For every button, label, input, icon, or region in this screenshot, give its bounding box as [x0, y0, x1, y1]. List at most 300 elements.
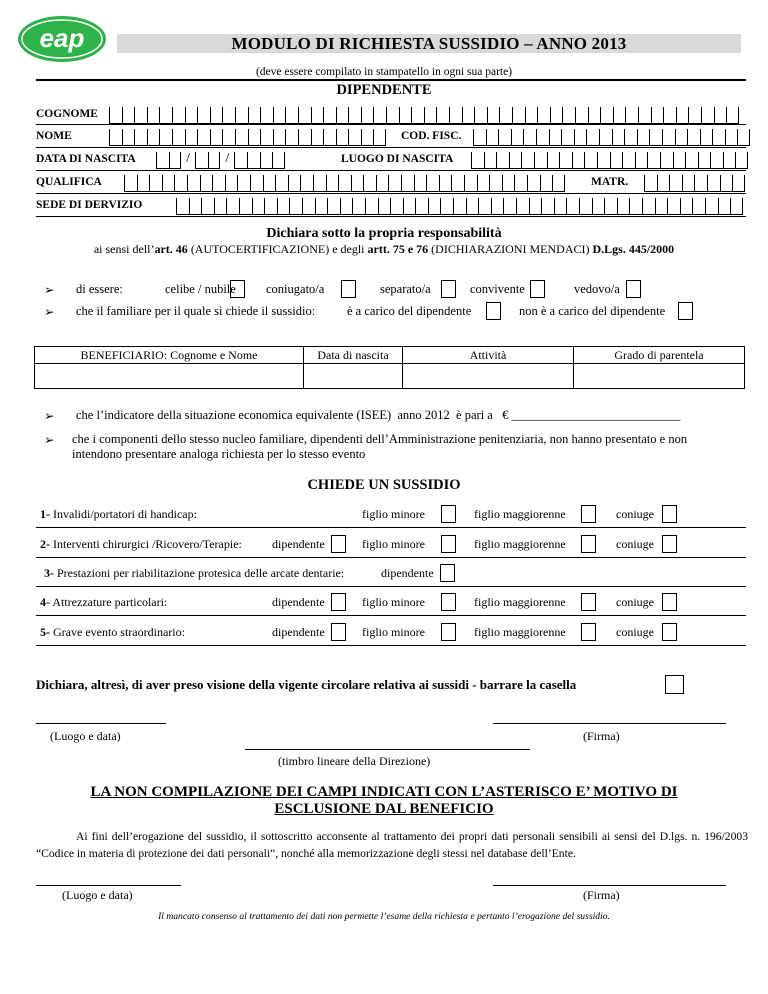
request-row [36, 621, 746, 643]
char-box[interactable] [491, 198, 504, 215]
char-box[interactable] [610, 152, 623, 169]
char-box[interactable] [584, 152, 597, 169]
row-divider [36, 527, 746, 528]
luogo-data-label: (Luogo e data) [50, 729, 121, 743]
char-box[interactable] [440, 198, 453, 215]
char-box[interactable] [174, 175, 187, 192]
char-box[interactable] [575, 107, 588, 124]
char-box[interactable] [537, 107, 550, 124]
familiare-label: che il familiare per il quale si chiede il sussidio: [76, 304, 316, 318]
request-label: 5- Grave evento straordinario: [40, 625, 185, 639]
char-box[interactable] [176, 198, 189, 215]
char-box[interactable] [298, 107, 311, 124]
coniuge-checkbox[interactable] [662, 535, 677, 553]
char-box[interactable] [550, 107, 563, 124]
isee-amount-field[interactable]: ___________________________ [511, 408, 681, 422]
char-box[interactable] [122, 129, 135, 146]
luogo-data-line[interactable] [36, 723, 166, 724]
char-box[interactable] [676, 107, 689, 124]
coniugato-label: coniugato/a [266, 282, 325, 296]
char-box[interactable] [428, 198, 441, 215]
char-box[interactable] [222, 129, 235, 146]
data-nascita-cell[interactable] [304, 364, 403, 389]
row-divider [36, 557, 746, 558]
char-box[interactable] [655, 198, 668, 215]
char-box[interactable] [159, 129, 172, 146]
luogo-nascita-cells[interactable] [471, 149, 748, 169]
coniuge-checkbox[interactable] [662, 623, 677, 641]
table-header-row [35, 347, 745, 364]
char-box[interactable] [285, 129, 298, 146]
char-box[interactable] [534, 152, 547, 169]
char-box[interactable] [390, 198, 403, 215]
char-box[interactable] [449, 107, 462, 124]
non-a-carico-checkbox[interactable] [678, 302, 693, 320]
char-box[interactable] [285, 107, 298, 124]
beneficiary-table [34, 346, 745, 389]
char-box[interactable] [487, 107, 500, 124]
char-box[interactable] [592, 198, 605, 215]
coniuge-checkbox[interactable] [662, 505, 677, 523]
firma-label: (Firma) [583, 729, 620, 743]
char-box[interactable] [498, 129, 511, 146]
firma-label-2: (Firma) [583, 888, 620, 902]
char-box[interactable] [484, 152, 497, 169]
char-box[interactable] [673, 152, 686, 169]
char-box[interactable] [509, 152, 522, 169]
row-divider [36, 216, 746, 217]
char-box[interactable] [134, 107, 147, 124]
char-box[interactable] [625, 107, 638, 124]
char-box[interactable] [323, 129, 336, 146]
celibe-checkbox[interactable] [230, 280, 245, 298]
char-box[interactable] [511, 129, 524, 146]
char-box[interactable] [361, 107, 374, 124]
char-box[interactable] [373, 107, 386, 124]
char-box[interactable] [376, 175, 389, 192]
request-row [36, 533, 746, 555]
char-box[interactable] [235, 107, 248, 124]
char-box[interactable] [561, 129, 574, 146]
cod-fisc-cells[interactable] [473, 126, 750, 146]
char-box[interactable] [386, 107, 399, 124]
warning-title: LA NON COMPILAZIONE DEI CAMPI INDICATI CON L’ASTERISCO E’ MOTIVO DI ESCLUSIONE DAL BENEFICIO [90, 784, 678, 817]
char-box[interactable] [403, 198, 416, 215]
header-grado-parentela: Grado di parentela [574, 347, 745, 364]
sede-label: SEDE DI DERVIZIO [36, 199, 143, 211]
char-box[interactable] [248, 129, 261, 146]
convivente-checkbox[interactable] [530, 280, 545, 298]
char-box[interactable] [502, 175, 515, 192]
char-box[interactable] [566, 198, 579, 215]
firma-line[interactable] [493, 723, 726, 724]
qualifica-label: QUALIFICA [36, 176, 102, 188]
char-box[interactable] [682, 175, 695, 192]
qualifica-cells[interactable] [124, 172, 565, 192]
char-box[interactable] [122, 107, 135, 124]
char-box[interactable] [273, 129, 286, 146]
char-box[interactable] [692, 198, 705, 215]
char-box[interactable] [527, 175, 540, 192]
char-box[interactable] [617, 198, 630, 215]
title-rule [36, 79, 746, 81]
char-box[interactable] [685, 152, 698, 169]
char-box[interactable] [197, 129, 210, 146]
dipendente-checkbox[interactable] [331, 623, 346, 641]
char-box[interactable] [667, 198, 680, 215]
char-box[interactable] [597, 152, 610, 169]
figlio-minore-checkbox[interactable] [441, 505, 456, 523]
figlio-maggiorenne-checkbox[interactable] [581, 623, 596, 641]
char-box[interactable] [239, 198, 252, 215]
char-box[interactable] [462, 107, 475, 124]
char-box[interactable] [473, 129, 486, 146]
char-box[interactable] [599, 129, 612, 146]
char-box[interactable] [311, 107, 324, 124]
char-box[interactable] [248, 107, 261, 124]
char-box[interactable] [559, 152, 572, 169]
char-box[interactable] [726, 107, 739, 124]
char-box[interactable] [662, 129, 675, 146]
char-box[interactable] [109, 107, 122, 124]
char-box[interactable] [540, 175, 553, 192]
char-box[interactable] [260, 129, 273, 146]
char-box[interactable] [586, 129, 599, 146]
row-divider [36, 645, 746, 646]
cognome-label: COGNOME [36, 108, 98, 120]
char-box[interactable] [302, 198, 315, 215]
char-box[interactable] [149, 175, 162, 192]
char-box[interactable] [669, 175, 682, 192]
char-box[interactable] [222, 107, 235, 124]
char-box[interactable] [720, 175, 733, 192]
char-box[interactable] [474, 107, 487, 124]
char-box[interactable] [549, 129, 562, 146]
luogo-data-label-2: (Luogo e data) [62, 888, 133, 902]
dipendente-checkbox[interactable] [440, 564, 455, 582]
char-box[interactable] [718, 198, 731, 215]
char-box[interactable] [124, 175, 137, 192]
char-box[interactable] [300, 175, 313, 192]
char-box[interactable] [698, 152, 711, 169]
char-box[interactable] [732, 175, 745, 192]
header-beneficiario: BENEFICIARIO: Cognome e Nome [35, 347, 304, 364]
figlio-maggiorenne-checkbox[interactable] [581, 535, 596, 553]
char-box[interactable] [298, 129, 311, 146]
beneficiario-cell[interactable] [35, 364, 304, 389]
char-box[interactable] [514, 175, 527, 192]
sede-cells[interactable] [176, 195, 743, 215]
char-box[interactable] [311, 129, 324, 146]
char-box[interactable] [541, 198, 554, 215]
char-box[interactable] [338, 175, 351, 192]
char-box[interactable] [496, 152, 509, 169]
char-box[interactable] [471, 152, 484, 169]
char-box[interactable] [503, 198, 516, 215]
char-box[interactable] [147, 107, 160, 124]
figlio-minore-label: figlio minore [362, 625, 425, 639]
matr-cells[interactable] [644, 172, 745, 192]
char-box[interactable] [624, 129, 637, 146]
char-box[interactable] [737, 129, 750, 146]
figlio-maggiorenne-label: figlio maggiorenne [474, 595, 566, 609]
char-box[interactable] [212, 175, 225, 192]
char-box[interactable] [162, 175, 175, 192]
a-carico-checkbox[interactable] [486, 302, 501, 320]
char-box[interactable] [225, 175, 238, 192]
char-box[interactable] [588, 107, 601, 124]
coniuge-label: coniuge [616, 507, 654, 521]
convivente-label: convivente [470, 282, 525, 296]
char-box[interactable] [414, 175, 427, 192]
nome-cells[interactable] [109, 126, 386, 146]
char-box[interactable] [694, 175, 707, 192]
footnote: Il mancato consenso al trattamento dei dati non permette l’esame della richiesta e pertanto l’erogazione del sussidio. [158, 911, 610, 922]
char-box[interactable] [327, 198, 340, 215]
row-divider [36, 147, 746, 148]
char-box[interactable] [572, 152, 585, 169]
char-box[interactable] [701, 107, 714, 124]
char-box[interactable] [313, 175, 326, 192]
attivita-cell[interactable] [403, 364, 574, 389]
char-box[interactable] [288, 175, 301, 192]
luogo-data-line-2[interactable] [36, 885, 181, 886]
char-box[interactable] [453, 198, 466, 215]
char-box[interactable] [710, 152, 723, 169]
char-box[interactable] [134, 129, 147, 146]
char-box[interactable] [651, 107, 664, 124]
char-box[interactable] [547, 152, 560, 169]
vedovo-checkbox[interactable] [626, 280, 641, 298]
header-data-nascita: Data di nascita [304, 347, 403, 364]
char-box[interactable] [649, 129, 662, 146]
char-box[interactable] [273, 107, 286, 124]
char-box[interactable] [323, 107, 336, 124]
char-box[interactable] [600, 107, 613, 124]
char-box[interactable] [137, 175, 150, 192]
row-divider [36, 193, 746, 194]
char-box[interactable] [187, 175, 200, 192]
char-box[interactable] [478, 198, 491, 215]
char-box[interactable] [250, 175, 263, 192]
figlio-minore-label: figlio minore [362, 507, 425, 521]
char-box[interactable] [660, 152, 673, 169]
coniuge-label: coniuge [616, 595, 654, 609]
char-box[interactable] [688, 107, 701, 124]
char-box[interactable] [340, 198, 353, 215]
char-box[interactable] [336, 107, 349, 124]
char-box[interactable] [604, 198, 617, 215]
char-box[interactable] [159, 107, 172, 124]
char-box[interactable] [411, 107, 424, 124]
char-box[interactable] [680, 198, 693, 215]
char-box[interactable] [109, 129, 122, 146]
char-box[interactable] [275, 175, 288, 192]
char-box[interactable] [612, 129, 625, 146]
char-box[interactable] [521, 152, 534, 169]
char-box[interactable] [348, 129, 361, 146]
celibe-label: celibe / nubile [165, 282, 236, 296]
char-box[interactable] [237, 175, 250, 192]
char-box[interactable] [723, 152, 736, 169]
char-box[interactable] [637, 129, 650, 146]
char-box[interactable] [415, 198, 428, 215]
char-box[interactable] [210, 129, 223, 146]
char-box[interactable] [554, 198, 567, 215]
char-box[interactable] [707, 175, 720, 192]
char-box[interactable] [536, 129, 549, 146]
char-box[interactable] [348, 107, 361, 124]
char-box[interactable] [657, 175, 670, 192]
char-box[interactable] [451, 175, 464, 192]
char-box[interactable] [529, 198, 542, 215]
char-box[interactable] [647, 152, 660, 169]
char-box[interactable] [644, 175, 657, 192]
char-box[interactable] [172, 107, 185, 124]
char-box[interactable] [464, 175, 477, 192]
char-box[interactable] [525, 107, 538, 124]
separato-label: separato/a [380, 282, 431, 296]
familiare-row [44, 302, 744, 324]
char-box[interactable] [399, 107, 412, 124]
char-box[interactable] [201, 198, 214, 215]
char-box[interactable] [579, 198, 592, 215]
char-box[interactable] [439, 175, 452, 192]
figlio-minore-checkbox[interactable] [441, 593, 456, 611]
coniuge-label: coniuge [616, 625, 654, 639]
char-box[interactable] [260, 107, 273, 124]
char-box[interactable] [226, 198, 239, 215]
char-box[interactable] [700, 129, 713, 146]
char-box[interactable] [638, 107, 651, 124]
char-box[interactable] [252, 198, 265, 215]
char-box[interactable] [512, 107, 525, 124]
char-box[interactable] [705, 198, 718, 215]
char-box[interactable] [629, 198, 642, 215]
char-box[interactable] [486, 129, 499, 146]
char-box[interactable] [336, 129, 349, 146]
char-box[interactable] [687, 129, 700, 146]
char-box[interactable] [210, 107, 223, 124]
luogo-nascita-label: LUOGO DI NASCITA [341, 153, 454, 165]
char-box[interactable] [516, 198, 529, 215]
row-divider [36, 170, 746, 171]
declaration-subtitle: ai sensi dell’art. 46 (AUTOCERTIFICAZIONE) e degli artt. 75 e 76 (DICHIARAZIONI MENDACI) D.Lgs. 445/2000 [93, 242, 675, 256]
char-box[interactable] [552, 175, 565, 192]
dipendente-label: dipendente [272, 595, 325, 609]
char-box[interactable] [725, 129, 738, 146]
char-box[interactable] [361, 129, 374, 146]
char-box[interactable] [489, 175, 502, 192]
char-box[interactable] [642, 198, 655, 215]
request-row [36, 562, 746, 584]
char-box[interactable] [315, 198, 328, 215]
char-box[interactable] [663, 107, 676, 124]
request-label: 3- Prestazioni per riabilitazione protesica delle arcate dentarie: [44, 566, 345, 580]
char-box[interactable] [436, 107, 449, 124]
char-box[interactable] [189, 198, 202, 215]
char-box[interactable] [200, 175, 213, 192]
char-box[interactable] [363, 175, 376, 192]
cognome-cells[interactable] [109, 104, 739, 124]
char-box[interactable] [378, 198, 391, 215]
vision-text: Dichiara, altresì, di aver preso visione della vigente circolare relativa ai sussidi - barrare la casella [36, 677, 577, 692]
privacy-text: Ai fini dell’erogazione del sussidio, il sottoscritto acconsente al trattamento dei propri dati personali sensibili ai sensi del D.lgs. n. 196/2003 “Codice in materia di protezione dei dati personali”, nonché alla memorizzazione degli stessi nel database dell’Ente. [36, 830, 748, 860]
separato-checkbox[interactable] [441, 280, 456, 298]
grado-parentela-cell[interactable] [574, 364, 745, 389]
char-box[interactable] [613, 107, 626, 124]
char-box[interactable] [172, 129, 185, 146]
char-box[interactable] [622, 152, 635, 169]
figlio-maggiorenne-checkbox[interactable] [581, 505, 596, 523]
char-box[interactable] [289, 198, 302, 215]
data-nascita-cells[interactable] [156, 149, 285, 169]
request-label: 2- Interventi chirurgici /Ricovero/Terapie: [40, 537, 242, 551]
char-box[interactable] [263, 175, 276, 192]
char-box[interactable] [388, 175, 401, 192]
char-box[interactable] [477, 175, 490, 192]
char-box[interactable] [185, 107, 198, 124]
char-box[interactable] [197, 107, 210, 124]
char-box[interactable] [277, 198, 290, 215]
char-box[interactable] [352, 198, 365, 215]
char-box[interactable] [426, 175, 439, 192]
char-box[interactable] [499, 107, 512, 124]
char-box[interactable] [714, 107, 727, 124]
char-box[interactable] [351, 175, 364, 192]
data-nascita-label: DATA DI NASCITA [36, 153, 136, 165]
char-box[interactable] [574, 129, 587, 146]
vision-checkbox[interactable] [665, 675, 684, 694]
form-subtitle: (deve essere compilato in stampatello in ogni sua parte) [255, 66, 513, 78]
char-box[interactable] [675, 129, 688, 146]
char-box[interactable] [735, 152, 748, 169]
request-row [36, 503, 746, 525]
char-box[interactable] [264, 198, 277, 215]
char-box[interactable] [523, 129, 536, 146]
coniuge-checkbox[interactable] [662, 593, 677, 611]
char-box[interactable] [424, 107, 437, 124]
figlio-maggiorenne-checkbox[interactable] [581, 593, 596, 611]
char-box[interactable] [466, 198, 479, 215]
char-box[interactable] [185, 129, 198, 146]
char-box[interactable] [730, 198, 743, 215]
char-box[interactable] [326, 175, 339, 192]
timbro-label: (timbro lineare della Direzione) [278, 754, 431, 768]
char-box[interactable] [147, 129, 160, 146]
char-box[interactable] [214, 198, 227, 215]
header-attivita: Attività [403, 347, 574, 364]
nome-label: NOME [36, 130, 72, 142]
char-box[interactable] [712, 129, 725, 146]
coniugato-checkbox[interactable] [341, 280, 356, 298]
figlio-maggiorenne-label: figlio maggiorenne [474, 537, 566, 551]
char-box[interactable] [562, 107, 575, 124]
figlio-minore-checkbox[interactable] [441, 623, 456, 641]
char-box[interactable] [635, 152, 648, 169]
char-box[interactable] [401, 175, 414, 192]
char-box[interactable] [373, 129, 386, 146]
cod-fisc-label: COD. FISC. [401, 130, 462, 142]
dipendente-checkbox[interactable] [331, 593, 346, 611]
dipendente-checkbox[interactable] [331, 535, 346, 553]
componenti-text: che i componenti dello stesso nucleo familiare, dipendenti dell’Amministrazione penitenziaria, non hanno presentato e non intendono presentare analoga richiesta per lo stesso evento [72, 432, 688, 461]
char-box[interactable] [235, 129, 248, 146]
firma-line-2[interactable] [493, 885, 726, 886]
timbro-line[interactable] [245, 749, 530, 750]
char-box[interactable] [365, 198, 378, 215]
figlio-minore-checkbox[interactable] [441, 535, 456, 553]
